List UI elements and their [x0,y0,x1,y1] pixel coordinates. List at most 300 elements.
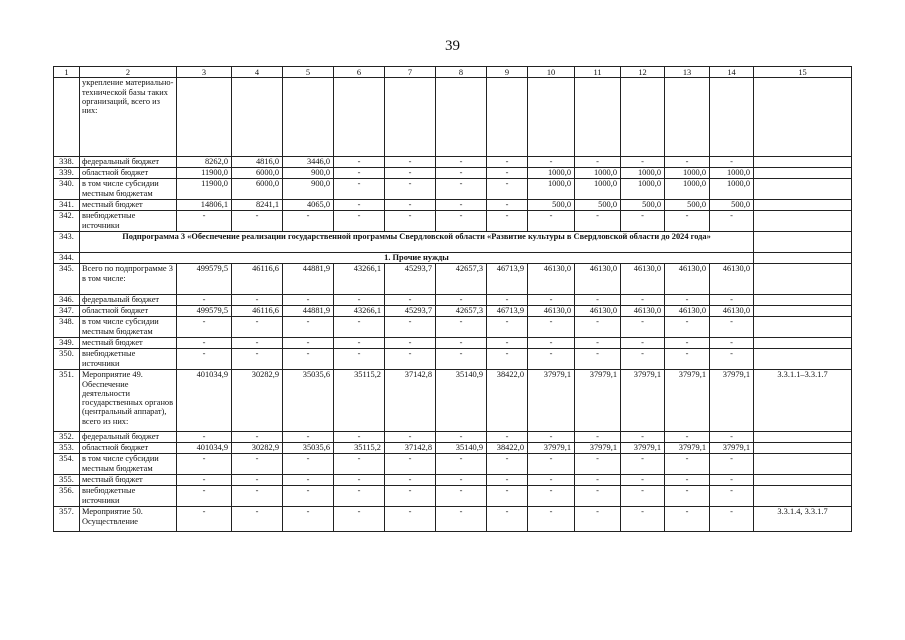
table-body [54,67,852,532]
table-row [54,306,852,317]
value-cell: - [334,179,385,200]
value-cell: - [283,338,334,349]
value-cell: 37142,8 [385,370,436,432]
column-header: 8 [436,67,487,78]
value-cell: 35115,2 [334,443,385,454]
value-cell: - [436,486,487,507]
value-cell: 1000,0 [665,179,710,200]
column-header: 1 [54,67,80,78]
value-cell [334,78,385,157]
value-cell: - [177,432,232,443]
value-cell [710,78,754,157]
code-cell [754,168,852,179]
row-number: 345. [54,264,80,295]
value-cell: 44881,9 [283,264,334,295]
value-cell: - [710,454,754,475]
column-header: 7 [385,67,436,78]
page-number: 39 [445,38,460,54]
value-cell: - [575,486,621,507]
code-cell [754,454,852,475]
value-cell: 401034,9 [177,443,232,454]
value-cell: 37979,1 [621,370,665,432]
budget-table [53,66,852,532]
value-cell: - [621,454,665,475]
value-cell: - [385,179,436,200]
value-cell: - [710,507,754,532]
value-cell: - [528,295,575,306]
value-cell: - [487,211,528,232]
value-cell: 500,0 [528,200,575,211]
value-cell [385,78,436,157]
value-cell: 46130,0 [575,264,621,295]
value-cell: 8262,0 [177,157,232,168]
value-cell: - [575,454,621,475]
value-cell: - [232,317,283,338]
code-cell [754,253,852,264]
column-header: 6 [334,67,385,78]
value-cell: - [283,317,334,338]
value-cell: 46130,0 [528,306,575,317]
value-cell: - [665,317,710,338]
value-cell: - [575,432,621,443]
table-row [54,200,852,211]
value-cell: - [385,157,436,168]
value-cell: - [621,507,665,532]
value-cell: - [665,349,710,370]
value-cell: - [528,349,575,370]
value-cell: - [575,338,621,349]
value-cell: - [334,475,385,486]
value-cell: 46130,0 [710,264,754,295]
value-cell: 46130,0 [621,264,665,295]
code-cell [754,432,852,443]
value-cell: 37979,1 [665,370,710,432]
value-cell: - [436,200,487,211]
value-cell: 1000,0 [528,168,575,179]
table-row [54,78,852,157]
value-cell: 6000,0 [232,179,283,200]
row-name: областной бюджет [80,168,177,179]
table-row [54,507,852,532]
value-cell: - [710,338,754,349]
value-cell: - [621,211,665,232]
value-cell: 46130,0 [621,306,665,317]
value-cell: - [528,211,575,232]
value-cell: - [283,349,334,370]
value-cell: - [436,211,487,232]
table-row [54,338,852,349]
value-cell: 1000,0 [665,168,710,179]
value-cell: - [528,486,575,507]
value-cell: - [283,432,334,443]
value-cell: - [665,211,710,232]
value-cell: 500,0 [710,200,754,211]
table-row [54,475,852,486]
value-cell: - [487,507,528,532]
value-cell: - [334,211,385,232]
value-cell: - [385,507,436,532]
value-cell: - [177,475,232,486]
section-row [54,232,852,253]
row-name: местный бюджет [80,338,177,349]
value-cell [665,78,710,157]
value-cell: - [487,338,528,349]
code-cell: 3.3.1.4, 3.3.1.7 [754,507,852,532]
value-cell: - [334,338,385,349]
row-number: 346. [54,295,80,306]
value-cell: - [232,432,283,443]
value-cell: 37979,1 [710,443,754,454]
value-cell: - [487,486,528,507]
value-cell: - [487,200,528,211]
row-name: областной бюджет [80,306,177,317]
code-cell [754,295,852,306]
column-header: 12 [621,67,665,78]
row-number: 349. [54,338,80,349]
value-cell: 499579,5 [177,306,232,317]
row-name: местный бюджет [80,475,177,486]
row-number: 355. [54,475,80,486]
row-name: внебюджетные источники [80,486,177,507]
value-cell: 46713,9 [487,306,528,317]
value-cell [528,78,575,157]
value-cell: - [710,475,754,486]
value-cell: 35035,6 [283,370,334,432]
row-name: Всего по подпрограмме 3 в том числе: [80,264,177,295]
value-cell: - [621,475,665,486]
value-cell [487,78,528,157]
value-cell: - [665,475,710,486]
value-cell: - [621,349,665,370]
value-cell: - [385,486,436,507]
value-cell: 38422,0 [487,443,528,454]
table-header-row [54,67,852,78]
value-cell: 46130,0 [528,264,575,295]
value-cell: 35140,9 [436,370,487,432]
value-cell: 37142,8 [385,443,436,454]
value-cell: - [621,486,665,507]
value-cell: 45293,7 [385,306,436,317]
value-cell: - [621,295,665,306]
value-cell: - [528,338,575,349]
value-cell: 46130,0 [665,306,710,317]
value-cell: - [487,168,528,179]
column-header: 13 [665,67,710,78]
row-number: 343. [54,232,80,253]
value-cell: - [385,475,436,486]
value-cell: - [575,157,621,168]
row-name: федеральный бюджет [80,157,177,168]
value-cell: - [283,454,334,475]
value-cell: - [575,349,621,370]
code-cell [754,475,852,486]
row-number: 347. [54,306,80,317]
value-cell: - [334,295,385,306]
value-cell [232,78,283,157]
value-cell: - [665,295,710,306]
value-cell: 44881,9 [283,306,334,317]
value-cell: 11900,0 [177,168,232,179]
value-cell: 37979,1 [665,443,710,454]
row-number: 342. [54,211,80,232]
table-row [54,264,852,295]
value-cell: - [710,349,754,370]
value-cell: - [528,157,575,168]
value-cell: 46130,0 [665,264,710,295]
column-header: 5 [283,67,334,78]
section-title: 1. Прочие нужды [80,253,754,264]
row-name: в том числе субсидии местным бюджетам [80,454,177,475]
value-cell: - [283,507,334,532]
row-name: внебюджетные источники [80,349,177,370]
row-name: Мероприятие 49. Обеспечение деятельности государственных органов (центральный аппарат), всего из них: [80,370,177,432]
value-cell: - [334,432,385,443]
column-header: 10 [528,67,575,78]
value-cell: - [334,349,385,370]
row-name: областной бюджет [80,443,177,454]
value-cell: 500,0 [621,200,665,211]
value-cell: 42657,3 [436,306,487,317]
value-cell: - [177,317,232,338]
value-cell: - [283,475,334,486]
code-cell [754,264,852,295]
column-header: 15 [754,67,852,78]
value-cell: - [710,432,754,443]
value-cell: - [385,454,436,475]
value-cell: - [621,432,665,443]
row-number: 339. [54,168,80,179]
value-cell: - [385,432,436,443]
value-cell: - [385,317,436,338]
value-cell: - [436,295,487,306]
value-cell: 37979,1 [528,370,575,432]
value-cell: 1000,0 [710,179,754,200]
value-cell: - [621,317,665,338]
value-cell: 46130,0 [710,306,754,317]
value-cell: - [710,295,754,306]
value-cell: - [177,349,232,370]
value-cell: - [528,454,575,475]
value-cell: 14806,1 [177,200,232,211]
value-cell: - [232,349,283,370]
row-number: 356. [54,486,80,507]
value-cell: - [436,168,487,179]
value-cell: - [575,475,621,486]
table-row [54,157,852,168]
row-name: в том числе субсидии местным бюджетам [80,179,177,200]
value-cell: - [487,317,528,338]
row-name: укрепление материально-технической базы таких организаций, всего из них: [80,78,177,157]
value-cell: 1000,0 [621,168,665,179]
value-cell: - [665,454,710,475]
value-cell: - [385,338,436,349]
value-cell: - [436,317,487,338]
value-cell: - [283,211,334,232]
value-cell: - [528,432,575,443]
value-cell: - [665,157,710,168]
value-cell: - [528,507,575,532]
value-cell: - [436,179,487,200]
value-cell: - [665,507,710,532]
value-cell: - [283,295,334,306]
value-cell: - [232,507,283,532]
value-cell: - [334,486,385,507]
value-cell [177,78,232,157]
value-cell: - [177,338,232,349]
value-cell: - [436,507,487,532]
value-cell: - [385,200,436,211]
value-cell [575,78,621,157]
code-cell [754,78,852,157]
table-row [54,443,852,454]
value-cell: - [436,349,487,370]
value-cell: - [487,349,528,370]
value-cell: - [334,157,385,168]
column-header: 14 [710,67,754,78]
value-cell: 1000,0 [528,179,575,200]
value-cell: - [575,507,621,532]
value-cell: - [436,475,487,486]
value-cell: - [334,454,385,475]
value-cell: - [232,211,283,232]
value-cell: 4065,0 [283,200,334,211]
value-cell: - [487,295,528,306]
value-cell: 38422,0 [487,370,528,432]
code-cell [754,179,852,200]
value-cell: - [177,454,232,475]
value-cell: - [665,432,710,443]
value-cell: - [385,211,436,232]
value-cell: 6000,0 [232,168,283,179]
table-row [54,370,852,432]
value-cell: - [334,168,385,179]
value-cell: 30282,9 [232,443,283,454]
row-name: Мероприятие 50. Осуществление [80,507,177,532]
code-cell [754,486,852,507]
value-cell: 37979,1 [710,370,754,432]
value-cell: - [436,454,487,475]
value-cell: - [528,475,575,486]
table-row [54,317,852,338]
value-cell: - [575,317,621,338]
value-cell: 37979,1 [621,443,665,454]
value-cell: 4816,0 [232,157,283,168]
row-name: федеральный бюджет [80,295,177,306]
value-cell [621,78,665,157]
value-cell: 46116,6 [232,264,283,295]
section-title: Подпрограмма 3 «Обеспечение реализации государственной программы Свердловской области «Развитие культуры в Свердловской области до 2024 года» [80,232,754,253]
value-cell: - [334,507,385,532]
row-number: 344. [54,253,80,264]
code-cell [754,443,852,454]
value-cell: - [665,338,710,349]
value-cell: - [575,211,621,232]
table-row [54,486,852,507]
column-header: 9 [487,67,528,78]
column-header: 11 [575,67,621,78]
value-cell: - [528,317,575,338]
row-number: 354. [54,454,80,475]
value-cell: 37979,1 [575,370,621,432]
value-cell: - [177,295,232,306]
table-row [54,295,852,306]
value-cell: - [710,157,754,168]
value-cell: - [621,157,665,168]
value-cell: - [665,486,710,507]
section-row [54,253,852,264]
value-cell: - [436,432,487,443]
table-row [54,349,852,370]
value-cell: 46713,9 [487,264,528,295]
value-cell: 1000,0 [710,168,754,179]
row-number: 350. [54,349,80,370]
value-cell: 1000,0 [575,179,621,200]
value-cell: 1000,0 [575,168,621,179]
row-number: 338. [54,157,80,168]
row-number: 340. [54,179,80,200]
row-number [54,78,80,157]
table-row [54,168,852,179]
value-cell: - [436,157,487,168]
value-cell: - [177,486,232,507]
row-name: федеральный бюджет [80,432,177,443]
value-cell: - [710,211,754,232]
value-cell: - [575,295,621,306]
value-cell: 45293,7 [385,264,436,295]
code-cell [754,200,852,211]
row-name: местный бюджет [80,200,177,211]
column-header: 3 [177,67,232,78]
row-number: 351. [54,370,80,432]
value-cell: - [232,295,283,306]
value-cell: 37979,1 [528,443,575,454]
code-cell [754,306,852,317]
value-cell [436,78,487,157]
value-cell: - [710,486,754,507]
value-cell: - [385,349,436,370]
value-cell: 900,0 [283,179,334,200]
column-header: 4 [232,67,283,78]
value-cell [283,78,334,157]
value-cell: 42657,3 [436,264,487,295]
value-cell: - [436,338,487,349]
value-cell: 499579,5 [177,264,232,295]
value-cell: - [177,507,232,532]
value-cell: - [334,200,385,211]
value-cell: - [385,295,436,306]
value-cell: - [487,157,528,168]
value-cell: - [232,475,283,486]
value-cell: 43266,1 [334,306,385,317]
value-cell: - [487,475,528,486]
table-row [54,211,852,232]
value-cell: 8241,1 [232,200,283,211]
value-cell: - [334,317,385,338]
row-name: внебюджетные источники [80,211,177,232]
row-number: 357. [54,507,80,532]
table-row [54,454,852,475]
value-cell: - [177,211,232,232]
value-cell: 3446,0 [283,157,334,168]
value-cell: - [487,454,528,475]
value-cell: - [621,338,665,349]
code-cell: 3.3.1.1–3.3.1.7 [754,370,852,432]
value-cell: 500,0 [575,200,621,211]
row-number: 348. [54,317,80,338]
value-cell: 46116,6 [232,306,283,317]
code-cell [754,349,852,370]
value-cell: 1000,0 [621,179,665,200]
